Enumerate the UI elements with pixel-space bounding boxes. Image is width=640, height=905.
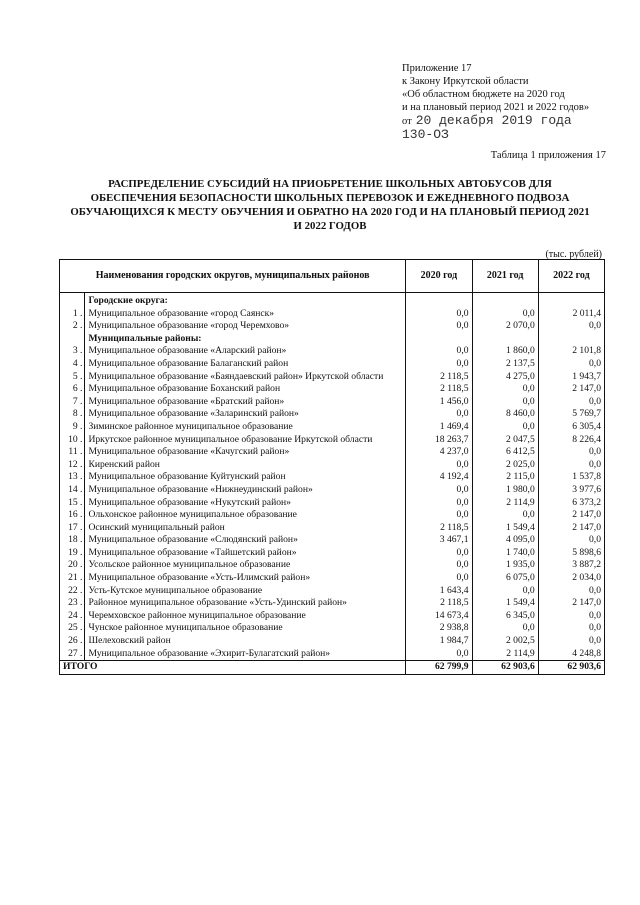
table-row <box>60 497 605 510</box>
value-2021: 2 114,9 <box>472 648 538 661</box>
value-2021: 1 549,4 <box>472 522 538 535</box>
municipality-name: Киренский район <box>85 459 406 472</box>
value-2022: 0,0 <box>538 358 604 371</box>
value-2021: 0,0 <box>472 585 538 598</box>
value-2020: 0,0 <box>406 484 472 497</box>
header-appendix-number: Приложение 17 <box>402 63 472 74</box>
row-number-cell <box>60 333 85 346</box>
municipality-name: Шелеховский район <box>85 635 406 648</box>
row-number: 16 . <box>60 509 85 522</box>
value-2020: 1 643,4 <box>406 585 472 598</box>
value-2021: 4 095,0 <box>472 534 538 547</box>
row-number: 25 . <box>60 622 85 635</box>
value-2021: 0,0 <box>472 383 538 396</box>
column-header-name: Наименования городских округов, муниципальных районов <box>60 260 406 293</box>
total-2022: 62 903,6 <box>538 661 604 675</box>
table-row <box>60 345 605 358</box>
date-prefix: от <box>402 116 412 127</box>
row-number: 17 . <box>60 522 85 535</box>
value-2022: 0,0 <box>538 585 604 598</box>
municipality-name: Ольхонское районное муниципальное образование <box>85 509 406 522</box>
row-number: 3 . <box>60 345 85 358</box>
section-row-urban <box>60 293 605 308</box>
value-2020: 0,0 <box>406 497 472 510</box>
value-2020: 4 192,4 <box>406 471 472 484</box>
value-2021: 2 137,5 <box>472 358 538 371</box>
table-body <box>60 293 605 675</box>
table-row <box>60 572 605 585</box>
section-label-districts: Муниципальные районы: <box>85 333 406 346</box>
value-2021: 6 345,0 <box>472 610 538 623</box>
table-row <box>60 648 605 661</box>
empty-cell <box>406 333 472 346</box>
value-2020: 0,0 <box>406 459 472 472</box>
column-header-2022: 2022 год <box>538 260 604 293</box>
header-law-title: «Об областном бюджете на 2020 год <box>402 89 565 100</box>
row-number: 7 . <box>60 396 85 409</box>
value-2022: 2 147,0 <box>538 383 604 396</box>
value-2022: 1 943,7 <box>538 371 604 384</box>
value-2022: 2 101,8 <box>538 345 604 358</box>
header-law-title-cont: и на плановый период 2021 и 2022 годов» <box>402 102 590 113</box>
value-2021: 0,0 <box>472 421 538 434</box>
municipality-name: Муниципальное образование «Заларинский район» <box>85 408 406 421</box>
column-header-2021: 2021 год <box>472 260 538 293</box>
value-2020: 1 469,4 <box>406 421 472 434</box>
value-2020: 0,0 <box>406 547 472 560</box>
value-2020: 3 467,1 <box>406 534 472 547</box>
section-label-urban: Городские округа: <box>85 293 406 308</box>
document-title: РАСПРЕДЕЛЕНИЕ СУБСИДИЙ НА ПРИОБРЕТЕНИЕ ШКОЛЬНЫХ АВТОБУСОВ ДЛЯ ОБЕСПЕЧЕНИЯ БЕЗОПАСНОСТИ ШКОЛЬНЫХ ПЕРЕВОЗОК И ЕЖЕДНЕВНОГО ПОДВОЗА ОБУЧАЮЩИХСЯ К МЕСТУ ОБУЧЕНИЯ И ОБРАТНО НА 2020 ГОД И НА ПЛАНОВЫЙ ПЕРИОД 2021 И 2022 ГОДОВ <box>70 178 590 232</box>
value-2022: 0,0 <box>538 534 604 547</box>
value-2021: 0,0 <box>472 308 538 321</box>
table-row <box>60 308 605 321</box>
empty-cell <box>472 333 538 346</box>
value-2020: 0,0 <box>406 648 472 661</box>
row-number: 11 . <box>60 446 85 459</box>
table-row <box>60 597 605 610</box>
value-2021: 2 025,0 <box>472 459 538 472</box>
table-row <box>60 421 605 434</box>
municipality-name: Усольское районное муниципальное образование <box>85 559 406 572</box>
value-2021: 0,0 <box>472 396 538 409</box>
value-2021: 6 075,0 <box>472 572 538 585</box>
municipality-name: Муниципальное образование «Нижнеудинский район» <box>85 484 406 497</box>
table-row <box>60 534 605 547</box>
value-2022: 3 977,6 <box>538 484 604 497</box>
total-2021: 62 903,6 <box>472 661 538 675</box>
value-2020: 2 118,5 <box>406 522 472 535</box>
table-row <box>60 622 605 635</box>
table-row <box>60 610 605 623</box>
municipality-name: Муниципальное образование «Качугский район» <box>85 446 406 459</box>
row-number: 21 . <box>60 572 85 585</box>
row-number: 22 . <box>60 585 85 598</box>
municipality-name: Муниципальное образование Боханский район <box>85 383 406 396</box>
municipality-name: Усть-Кутское муниципальное образование <box>85 585 406 598</box>
value-2020: 1 984,7 <box>406 635 472 648</box>
value-2021: 6 412,5 <box>472 446 538 459</box>
municipality-name: Муниципальное образование «Тайшетский район» <box>85 547 406 560</box>
row-number: 6 . <box>60 383 85 396</box>
value-2020: 0,0 <box>406 320 472 333</box>
municipality-name: Муниципальное образование «Усть-Илимский район» <box>85 572 406 585</box>
value-2020: 2 118,5 <box>406 383 472 396</box>
row-number: 14 . <box>60 484 85 497</box>
value-2021: 1 860,0 <box>472 345 538 358</box>
municipality-name: Черемховское районное муниципальное образование <box>85 610 406 623</box>
row-number: 23 . <box>60 597 85 610</box>
value-2022: 2 147,0 <box>538 597 604 610</box>
number-stamp: 130-ОЗ <box>402 127 449 142</box>
value-2020: 0,0 <box>406 408 472 421</box>
appendix-header <box>402 62 589 141</box>
total-label: ИТОГО <box>60 661 406 675</box>
value-2020: 18 263,7 <box>406 434 472 447</box>
section-row-districts <box>60 333 605 346</box>
value-2022: 0,0 <box>538 396 604 409</box>
value-2022: 2 011,4 <box>538 308 604 321</box>
units-label: (тыс. рублей) <box>545 249 602 260</box>
municipality-name: Муниципальное образование «Братский район» <box>85 396 406 409</box>
value-2021: 1 740,0 <box>472 547 538 560</box>
municipality-name: Муниципальное образование «Баяндаевский район» Иркутской области <box>85 371 406 384</box>
value-2022: 0,0 <box>538 610 604 623</box>
table-row <box>60 471 605 484</box>
municipality-name: Муниципальное образование «город Саянск» <box>85 308 406 321</box>
table-row <box>60 509 605 522</box>
row-number: 26 . <box>60 635 85 648</box>
value-2022: 5 898,6 <box>538 547 604 560</box>
table-row <box>60 459 605 472</box>
value-2021: 4 275,0 <box>472 371 538 384</box>
column-header-2020: 2020 год <box>406 260 472 293</box>
table-row <box>60 559 605 572</box>
value-2022: 0,0 <box>538 622 604 635</box>
row-number: 1 . <box>60 308 85 321</box>
value-2022: 2 147,0 <box>538 509 604 522</box>
table-row <box>60 446 605 459</box>
table-row <box>60 585 605 598</box>
table-row <box>60 635 605 648</box>
value-2022: 2 034,0 <box>538 572 604 585</box>
date-stamp: 20 декабря 2019 года <box>415 113 572 128</box>
value-2022: 0,0 <box>538 459 604 472</box>
row-number: 10 . <box>60 434 85 447</box>
empty-cell <box>538 333 604 346</box>
table-row <box>60 434 605 447</box>
value-2021: 0,0 <box>472 622 538 635</box>
value-2020: 2 118,5 <box>406 371 472 384</box>
table-row <box>60 484 605 497</box>
value-2020: 0,0 <box>406 559 472 572</box>
value-2022: 6 373,2 <box>538 497 604 510</box>
value-2022: 2 147,0 <box>538 522 604 535</box>
value-2021: 2 115,0 <box>472 471 538 484</box>
value-2022: 8 226,4 <box>538 434 604 447</box>
value-2020: 2 118,5 <box>406 597 472 610</box>
municipality-name: Муниципальное образование «Аларский район» <box>85 345 406 358</box>
row-number: 4 . <box>60 358 85 371</box>
value-2021: 2 070,0 <box>472 320 538 333</box>
row-number: 13 . <box>60 471 85 484</box>
table-header-row <box>60 260 605 293</box>
row-number: 8 . <box>60 408 85 421</box>
row-number: 19 . <box>60 547 85 560</box>
row-number: 24 . <box>60 610 85 623</box>
table-row <box>60 383 605 396</box>
municipality-name: Муниципальное образование «Слюдянский район» <box>85 534 406 547</box>
row-number: 15 . <box>60 497 85 510</box>
table-row <box>60 396 605 409</box>
municipality-name: Муниципальное образование Балаганский район <box>85 358 406 371</box>
table-row <box>60 522 605 535</box>
value-2020: 2 938,8 <box>406 622 472 635</box>
table-row <box>60 547 605 560</box>
row-number: 27 . <box>60 648 85 661</box>
row-number: 20 . <box>60 559 85 572</box>
value-2020: 1 456,0 <box>406 396 472 409</box>
value-2021: 1 935,0 <box>472 559 538 572</box>
value-2022: 6 305,4 <box>538 421 604 434</box>
value-2021: 8 460,0 <box>472 408 538 421</box>
value-2021: 1 549,4 <box>472 597 538 610</box>
value-2022: 0,0 <box>538 635 604 648</box>
value-2022: 3 887,2 <box>538 559 604 572</box>
row-number: 9 . <box>60 421 85 434</box>
municipality-name: Муниципальное образование Куйтунский район <box>85 471 406 484</box>
municipality-name: Муниципальное образование «Нукутский район» <box>85 497 406 510</box>
value-2020: 0,0 <box>406 345 472 358</box>
municipality-name: Муниципальное образование «город Черемхово» <box>85 320 406 333</box>
value-2021: 2 114,9 <box>472 497 538 510</box>
value-2022: 5 769,7 <box>538 408 604 421</box>
total-row <box>60 661 605 675</box>
value-2020: 14 673,4 <box>406 610 472 623</box>
value-2022: 4 248,8 <box>538 648 604 661</box>
municipality-name: Муниципальное образование «Эхирит-Булагатский район» <box>85 648 406 661</box>
row-number: 2 . <box>60 320 85 333</box>
row-number: 5 . <box>60 371 85 384</box>
table-row <box>60 320 605 333</box>
table-row <box>60 371 605 384</box>
value-2021: 0,0 <box>472 509 538 522</box>
municipality-name: Районное муниципальное образование «Усть-Удинский район» <box>85 597 406 610</box>
value-2021: 2 002,5 <box>472 635 538 648</box>
table-row <box>60 408 605 421</box>
header-date-line <box>402 114 589 128</box>
municipality-name: Чунское районное муниципальное образование <box>85 622 406 635</box>
table-reference: Таблица 1 приложения 17 <box>490 150 606 161</box>
value-2020: 0,0 <box>406 572 472 585</box>
value-2022: 0,0 <box>538 320 604 333</box>
value-2021: 2 047,5 <box>472 434 538 447</box>
value-2022: 1 537,8 <box>538 471 604 484</box>
row-number: 12 . <box>60 459 85 472</box>
value-2020: 4 237,0 <box>406 446 472 459</box>
table-row <box>60 358 605 371</box>
subsidy-table <box>59 259 605 675</box>
value-2020: 0,0 <box>406 308 472 321</box>
municipality-name: Зиминское районное муниципальное образование <box>85 421 406 434</box>
municipality-name: Иркутское районное муниципальное образование Иркутской области <box>85 434 406 447</box>
header-law-reference: к Закону Иркутской области <box>402 76 529 87</box>
value-2022: 0,0 <box>538 446 604 459</box>
total-2020: 62 799,9 <box>406 661 472 675</box>
row-number: 18 . <box>60 534 85 547</box>
value-2020: 0,0 <box>406 358 472 371</box>
value-2020: 0,0 <box>406 509 472 522</box>
municipality-name: Осинский муниципальный район <box>85 522 406 535</box>
value-2021: 1 980,0 <box>472 484 538 497</box>
